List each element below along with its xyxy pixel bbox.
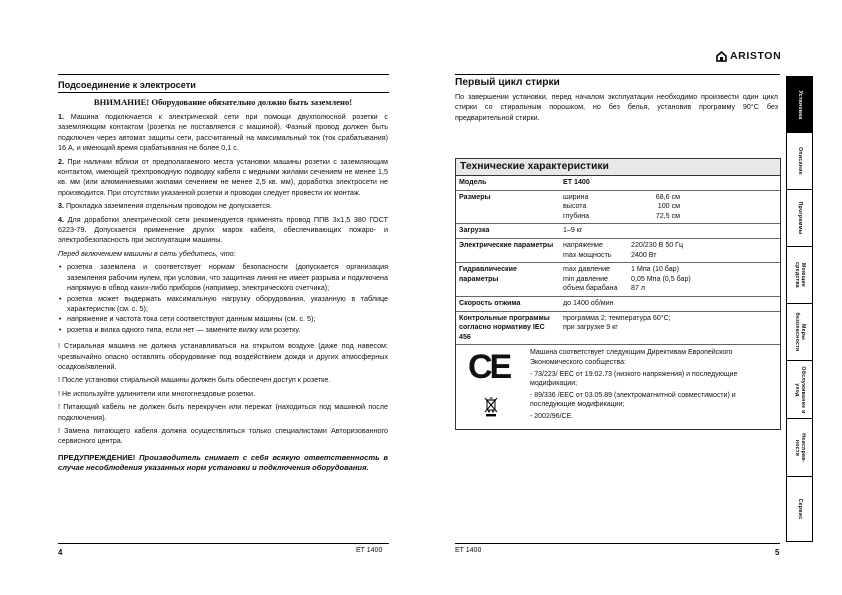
weee-bin-icon <box>484 397 498 417</box>
list-item: • напряжение и частота тока сети соответствуют данным машины (см. с. 5); <box>58 314 388 324</box>
tab-troubleshooting[interactable]: Неисправ-ности <box>787 419 812 477</box>
tab-description[interactable]: Описание <box>787 133 812 190</box>
final-warning: ПРЕДУПРЕЖДЕНИЕ! Производитель снимает с себя всякую ответственность в случае несоблюдения указанных норм установки и подключения оборудования. <box>58 452 388 473</box>
instruction-1: 1. Машина подключается к электрической сети при помощи двухполюсной розетки с заземляющим контактом (розетка не поставляется с машиной). Фазный провод должен быть подключен через автомат защиты сети, рассчитанный на максимальный ток (ток срабатывания) 16 А, и имеющий время срабатывания не более 0,1 с. <box>58 112 388 153</box>
cert-directives: Машина соответствует следующим Директивам Европейского Экономического сообщества: - 73/223/ EEC от 19.02.73 (низкого напряжения) и последующие модификации; - 89/336 /EEC от 03.05.89 (электромагнитной совместимости) и последующие модификации; - 2002/96/CE. <box>530 349 738 420</box>
list-item: • розетка может выдержать максимальную нагрузку оборудования, указанную в таблице характеристик (см. с. 5); <box>58 294 388 315</box>
ce-mark-icon: CE <box>468 348 510 387</box>
table-row: Электрические параметры напряжение max мощность 220/230 В 50 Гц 2400 Вт <box>456 239 780 263</box>
note-extension: ! Не используйте удлинители или многогнездовые розетки. <box>58 388 256 398</box>
table-row <box>456 345 780 429</box>
page-number-left: 4 <box>58 548 63 557</box>
brand-logo <box>716 50 781 62</box>
page-number-right: 5 <box>775 548 780 557</box>
note-cable: ! Питающий кабель не должен быть перекручен или пережат (находиться под машиной после подключения). <box>58 402 388 422</box>
instruction-3: 3. Прокладка заземления отдельным проводом не допускается. <box>58 201 272 211</box>
first-wash-intro: По завершении установки, перед началом эксплуатации необходимо произвести один цикл стирки со стиральным порошком, но без белья, установив программу 90°С без предварительной стирки. <box>455 92 778 122</box>
list-item: • розетка и вилка одного типа, если нет — замените вилку или розетку. <box>58 325 388 335</box>
tab-detergents[interactable]: Моющие средства <box>787 247 812 304</box>
note-outdoor: ! Стиральная машина не должна устанавливаться на открытом воздухе (даже под навесом: чрезвычайно опасно оставлять оборудование под воздействием дождя и других атмосферных осадков/явлений. <box>58 341 388 371</box>
model-left: ET 1400 <box>356 547 383 554</box>
house-icon <box>716 51 727 62</box>
check-intro: Перед включением машины в сеть убедитесь, что: <box>58 248 236 258</box>
section-title-first-wash: Первый цикл стирки <box>455 77 560 88</box>
table-row: Контрольные программы согласно нормативу IEC 456 программа 2; температура 60°С; при загрузке 9 кг <box>456 312 780 346</box>
right-top-rule <box>455 74 780 75</box>
table-row: Скорость отжима до 1400 об/мин <box>456 297 780 312</box>
model-right: ET 1400 <box>455 547 482 554</box>
brand-name: ARISTON <box>730 50 782 62</box>
table-row: Размеры ширина высота глубина 68,6 см 100 см 72,5 см <box>456 191 780 225</box>
tab-safety[interactable]: Меры безопасности <box>787 304 812 361</box>
table-row: Гидравлические параметры max давление min давление объем барабана 1 Mпа (10 бар) 0,05 Mпа (0,5 бар) 87 л <box>456 263 780 297</box>
check-list <box>58 262 388 335</box>
section-tabs <box>786 76 813 542</box>
note-access: ! После установки стиральной машины должен быть обеспечен доступ к розетке. <box>58 375 331 385</box>
tab-maintenance[interactable]: Обслуживание и уход <box>787 361 812 419</box>
tab-service[interactable]: Сервис <box>796 498 803 520</box>
specs-title: Технические характеристики <box>456 159 780 176</box>
tab-installation[interactable]: Установка <box>787 77 812 133</box>
title-underline <box>58 92 389 93</box>
left-bottom-rule <box>58 543 389 544</box>
left-top-rule <box>58 74 389 75</box>
list-item: • розетка заземлена и соответствует нормам безопасности (допускается организация заземления рабочим нулем, при условии, что защитная линия не имеет разрыва и подключена напрямую в обвод каких-либо приборов (например, электрического счетчика); <box>58 262 388 293</box>
section-title-electric: Подсоединение к электросети <box>58 80 196 90</box>
grounding-warning: ВНИМАНИЕ! Оборудование обязательно должно быть заземлено! <box>93 97 353 107</box>
specs-table <box>455 158 781 430</box>
instruction-2: 2. При наличии вблизи от предполагаемого места установки машины розетки с заземляющим контактом, имеющей трехпроводную подводку кабеля с медными жилами сечением не менее 1,5 кв. мм (или алюминиевыми жилами сечением не менее 2,5 кв. мм), доработка электросети не производится. При отсутствии указанной розетки и проводки следует провести их монтаж. <box>58 156 388 197</box>
note-replacement: ! Замена питающего кабеля должна осуществляться только специалистами Авторизованного сервисного центра. <box>58 425 388 446</box>
tab-programs[interactable]: Программы <box>787 190 812 247</box>
right-bottom-rule <box>455 543 780 544</box>
table-row: Загрузка 1–9 кг <box>456 224 780 239</box>
electric-instructions <box>58 112 388 477</box>
instruction-4: 4. Для доработки электрической сети рекомендуется применять провод ППВ 3х1,5 380 ГОСТ 6223-79. Допускается применение других марок кабеля, обеспечивающих пожаро- и электробезопасность при эксплуатации машины. <box>58 214 388 245</box>
cert-logos <box>456 345 528 429</box>
table-row: Модель ET 1400 <box>456 176 780 191</box>
